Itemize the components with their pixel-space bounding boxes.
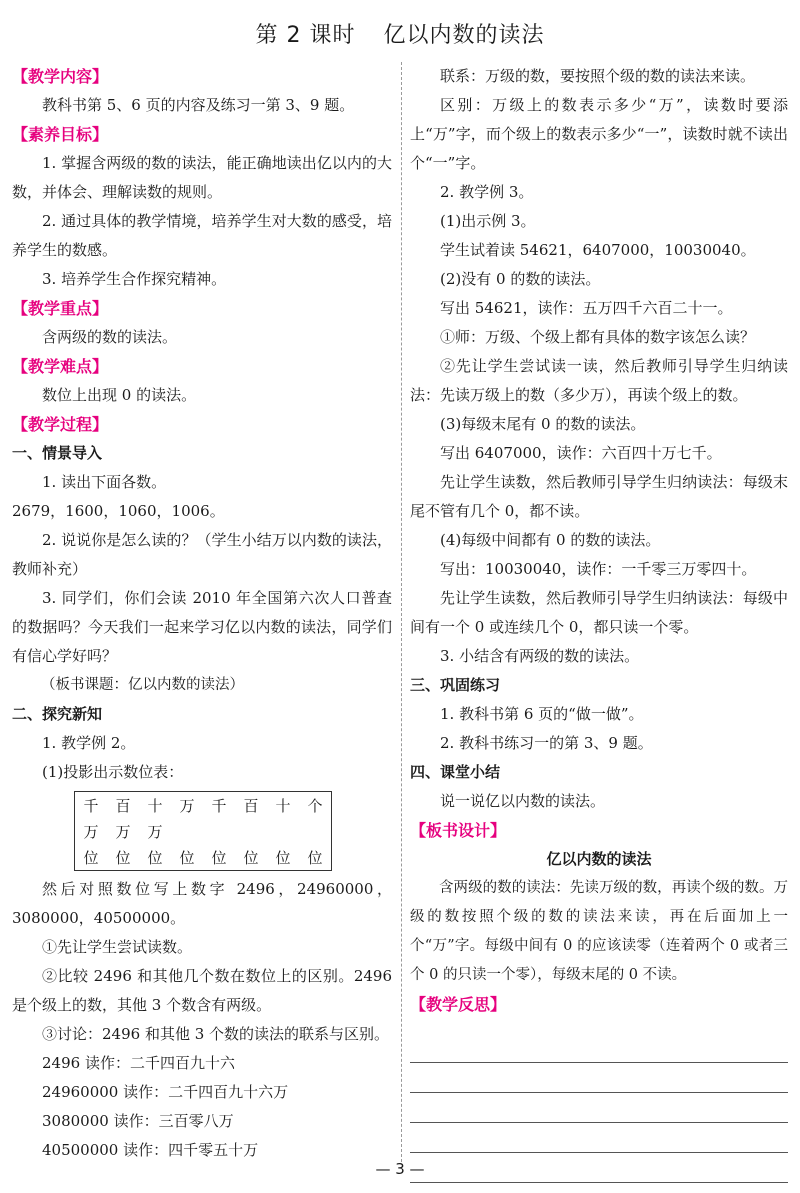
reading-line: 3080000 读作：三百零八万 [42,1112,234,1130]
subheading-practice: 三、巩固练习 [410,676,501,694]
paragraph: 1. 掌握含两级的数的读法，能正确地读出亿以内的大数，并体会、理解读数的规则。 [12,154,392,201]
paragraph: 数位上出现 0 的读法。 [42,386,197,404]
table-cell: 位 [115,848,131,867]
right-column [410,62,788,1183]
paragraph: 2. 教学例 3。 [440,183,534,201]
paragraph: 然后对照数位写上数字 2496，24960000，3080000，40500000。 [12,880,392,927]
paragraph: 含两级的数的读法。 [42,328,178,346]
table-cell: 千 [83,796,99,815]
writing-line [410,1093,788,1123]
table-row [75,818,332,844]
writing-line [410,1033,788,1063]
table-cell: 位 [275,848,291,867]
paragraph: 1. 读出下面各数。 [42,473,167,491]
paragraph: 写出 54621，读作：五万四千六百二十一。 [440,299,733,317]
paragraph: 先让学生读数，然后教师引导学生归纳读法：每级中间有一个 0 或连续几个 0，都只读一个零。 [410,589,788,636]
table-cell [299,818,332,844]
table-cell: 万 [147,822,163,841]
paragraph: (1)投影出示数位表： [42,763,184,781]
table-cell: 百 [243,796,259,815]
paragraph: 写出：10030040，读作：一千零三万零四十。 [440,560,757,578]
reading-line: 2496 读作：二千四百九十六 [42,1054,235,1072]
paragraph: 说一说亿以内数的读法。 [440,792,606,810]
lesson-topic: 亿以内数的读法 [383,23,545,48]
paragraph: 区别：万级上的数表示多少“万”，读数时要添上“万”字，而个级上的数表示多少“一”，读数时就不读出个“一”字。 [410,96,788,172]
paragraph: ③讨论：2496 和其他 3 个数的读法的联系与区别。 [42,1025,390,1043]
table-cell: 位 [83,848,99,867]
paragraph: 2. 教科书练习一的第 3、9 题。 [440,734,653,752]
paragraph: 2679，1600，1060，1006。 [12,502,225,520]
table-cell: 位 [243,848,259,867]
writing-line [410,1123,788,1153]
paragraph: 1. 教学例 2。 [42,734,136,752]
paragraph: 联系：万级的数，要按照个级的数的读法来读。 [440,67,756,85]
paragraph: (4)每级中间都有 0 的数的读法。 [440,531,661,549]
table-cell: 个 [307,796,323,815]
table-cell [267,818,299,844]
reading-line: 24960000 读作：二千四百九十六万 [42,1083,289,1101]
section-heading-reflection: 【教学反思】 [410,995,507,1014]
paragraph: 1. 教科书第 6 页的“做一做”。 [440,705,644,723]
table-cell: 万 [179,796,195,815]
section-heading-process: 【教学过程】 [12,415,109,434]
writing-line [410,1063,788,1093]
lesson-number: 第 2 课时 [255,23,356,48]
paragraph: 2. 说说你是怎么读的？（学生小结万以内数的读法，教师补充） [12,531,392,578]
paragraph: 学生试着读 54621，6407000，10030040。 [440,241,756,259]
subheading-intro: 一、情景导入 [12,444,103,462]
section-heading-key-points: 【教学重点】 [12,299,109,318]
board-title: 亿以内数的读法 [546,850,652,868]
table-cell [235,818,267,844]
table-cell: 位 [211,848,227,867]
table-cell: 位 [179,848,195,867]
table-cell [171,818,203,844]
subheading-summary: 四、课堂小结 [410,763,501,781]
section-heading-board: 【板书设计】 [410,821,507,840]
section-heading-goals: 【素养目标】 [12,125,109,144]
paragraph: ②比较 2496 和其他几个数在数位上的区别。2496 是个级上的数，其他 3 个数含有两级。 [12,967,392,1014]
table-cell: 位 [307,848,323,867]
table-cell [203,818,235,844]
paragraph: ②先让学生尝试读一读，然后教师引导学生归纳读法：先读万级上的数（多少万），再读个级上的数。 [410,357,788,404]
place-value-table [74,791,332,871]
paragraph: 先让学生读数，然后教师引导学生归纳读法：每级末尾不管有几个 0，都不读。 [410,473,788,520]
reading-line: 40500000 读作：四千零五十万 [42,1141,259,1159]
table-cell: 万 [115,822,131,841]
table-cell: 十 [147,796,163,815]
paragraph: 3. 同学们，你们会读 2010 年全国第六次人口普查的数据吗？今天我们一起来学习亿以内数的读法，同学们有信心学好吗？ [12,589,392,665]
section-heading-content: 【教学内容】 [12,67,109,86]
table-cell: 位 [147,848,163,867]
column-divider [401,62,402,1162]
paragraph: 写出 6407000，读作：六百四十万七千。 [440,444,722,462]
paragraph: (1)出示例 3。 [440,212,536,230]
paragraph: ①先让学生尝试读数。 [42,938,193,956]
page-number: — 3 — [375,1160,425,1178]
table-cell: 万 [83,822,99,841]
left-column [12,62,392,1165]
paragraph: 3. 小结含有两级的数的读法。 [440,647,640,665]
table-cell: 十 [275,796,291,815]
table-cell: 千 [211,796,227,815]
table-cell: 百 [115,796,131,815]
paragraph: 2. 通过具体的教学情境，培养学生对大数的感受，培养学生的数感。 [12,212,392,259]
page-title [0,18,800,54]
paragraph: (2)没有 0 的数的读法。 [440,270,601,288]
table-row [75,792,332,819]
subheading-explore: 二、探究新知 [12,705,103,723]
table-row [75,844,332,871]
paragraph: ①师：万级、个级上都有具体的数字该怎么读？ [440,328,756,346]
paragraph: (3)每级末尾有 0 的数的读法。 [440,415,646,433]
board-note: （板书课题：亿以内数的读法） [41,677,244,693]
board-text: 含两级的数的读法：先读万级的数，再读个级的数。万级的数按照个级的数的读法来读，再在后面加上一个“万”字。每级中间有 0 的应该读零（连着两个 0 或者三个 0 的只读一个零），每级末尾的 0 不读。 [410,880,788,983]
paragraph: 教科书第 5、6 页的内容及练习一第 3、9 题。 [42,96,355,114]
section-heading-difficulties: 【教学难点】 [12,357,109,376]
paragraph: 3. 培养学生合作探究精神。 [42,270,227,288]
